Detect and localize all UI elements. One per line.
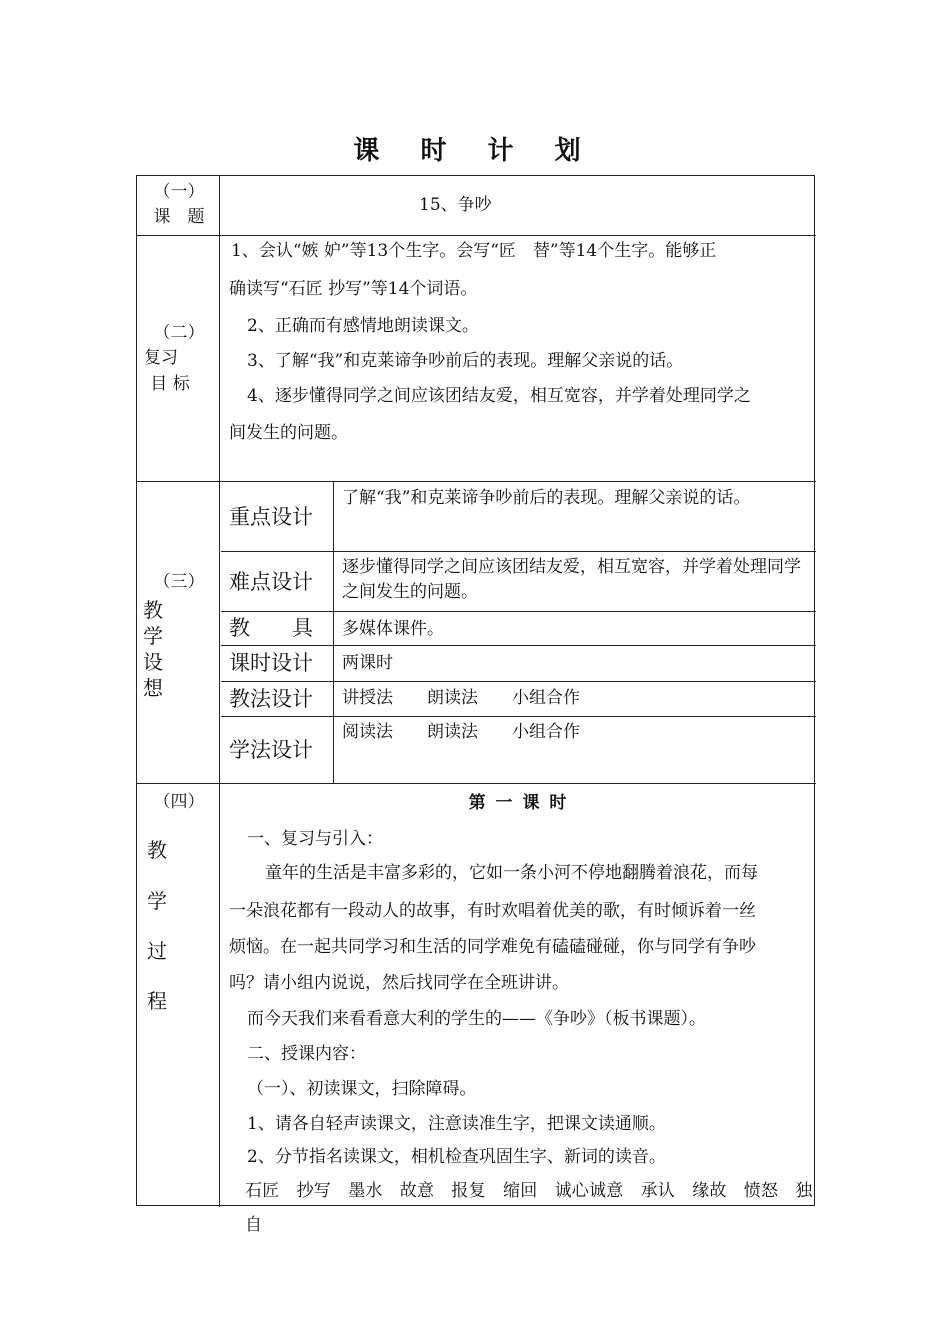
design-row-name: 难点设计 (229, 570, 313, 594)
design-row-name: 学法设计 (229, 738, 313, 762)
sub-row-divider (221, 551, 816, 552)
section4-label-char: 学 (147, 889, 167, 913)
process-line: 二、授课内容： (247, 1044, 366, 1064)
section4-label-char: 过 (147, 939, 167, 963)
process-line: （一）、初读课文，扫除障碍。 (247, 1079, 477, 1099)
section4-label-char: 程 (147, 989, 167, 1013)
section2-number: （二） (153, 323, 205, 343)
section3-number: （三） (153, 572, 205, 592)
inner-column-divider (333, 481, 334, 783)
goal-line: 2、正确而有感情地朗读课文。 (247, 316, 479, 336)
design-row-value: 多媒体课件。 (342, 619, 444, 639)
section1-number: （一） (153, 182, 205, 202)
process-line: 童年的生活是丰富多彩的，它如一条小河不停地翻腾着浪花，而每 (265, 863, 758, 883)
design-row-value: 了解“我”和克莱谛争吵前后的表现。理解父亲说的话。 (342, 488, 751, 508)
section1-label: 课 题 (153, 207, 205, 227)
sub-row-divider (221, 716, 816, 717)
process-line: 一朵浪花都有一段动人的故事，有时欢唱着优美的歌，有时倾诉着一丝 (229, 901, 756, 921)
process-line: 1、请各自轻声读课文，注意读准生字，把课文读通顺。 (247, 1114, 666, 1134)
design-row-name: 教 具 (229, 616, 313, 640)
section3-label-char: 学 (143, 624, 163, 648)
design-row-name: 重点设计 (229, 505, 313, 529)
section2-label-b: 目 标 (150, 374, 190, 394)
sub-row-divider (221, 611, 816, 612)
design-row-value: 阅读法 朗读法 小组合作 (342, 722, 580, 742)
sub-row-divider (221, 645, 816, 646)
goal-line: 确读写“石匠 抄写”等14个词语。 (229, 279, 478, 299)
vocabulary-line: 石匠 抄写 墨水 故意 报复 缩回 诚心诚意 承认 缘故 愤怒 独自 (245, 1181, 813, 1235)
process-line: 吗？请小组内说说，然后找同学在全班讲讲。 (229, 973, 569, 993)
process-line: 烦恼。在一起共同学习和生活的同学难免有磕磕碰碰，你与同学有争吵 (229, 937, 756, 957)
lesson-plan-table (136, 175, 815, 1235)
section2-label-a: 复习 (144, 348, 178, 368)
row-divider (137, 783, 816, 784)
process-line: 2、分节指名读课文，相机检查巩固生字、新词的读音。 (247, 1147, 666, 1167)
page-title: 课 时 计 划 (353, 136, 597, 166)
process-line: 而今天我们来看看意大利的学生的——《争吵》（板书课题）。 (247, 1009, 706, 1029)
goal-line: 4、逐步懂得同学之间应该团结友爱，相互宽容，并学着处理同学之 (247, 386, 751, 406)
section3-label-char: 想 (143, 676, 163, 700)
goal-line: 1、会认“嫉 妒”等13个生字。会写“匠 替”等14个生字。能够正 (231, 241, 717, 261)
process-line: 一、复习与引入： (247, 829, 383, 849)
column-divider (219, 176, 220, 1207)
goal-line: 间发生的问题。 (229, 423, 348, 443)
design-row-name: 课时设计 (229, 651, 313, 675)
row-divider (137, 481, 816, 482)
section4-number: （四） (153, 792, 205, 812)
sub-row-divider (221, 681, 816, 682)
section3-label-char: 教 (143, 598, 163, 622)
section4-label-char: 教 (147, 838, 167, 862)
lesson-period-heading: 第 一 课 时 (468, 793, 569, 813)
design-row-name: 教法设计 (229, 687, 313, 711)
design-row-value: 两课时 (342, 653, 393, 673)
design-row-value: 讲授法 朗读法 小组合作 (342, 688, 580, 708)
section3-label-char: 设 (143, 650, 163, 674)
design-row-value: 逐步懂得同学之间应该团结友爱，相互宽容，并学着处理同学之间发生的问题。 (342, 557, 801, 602)
lesson-topic: 15、争吵 (419, 195, 492, 215)
goal-line: 3、了解“我”和克莱谛争吵前后的表现。理解父亲说的话。 (247, 351, 684, 371)
